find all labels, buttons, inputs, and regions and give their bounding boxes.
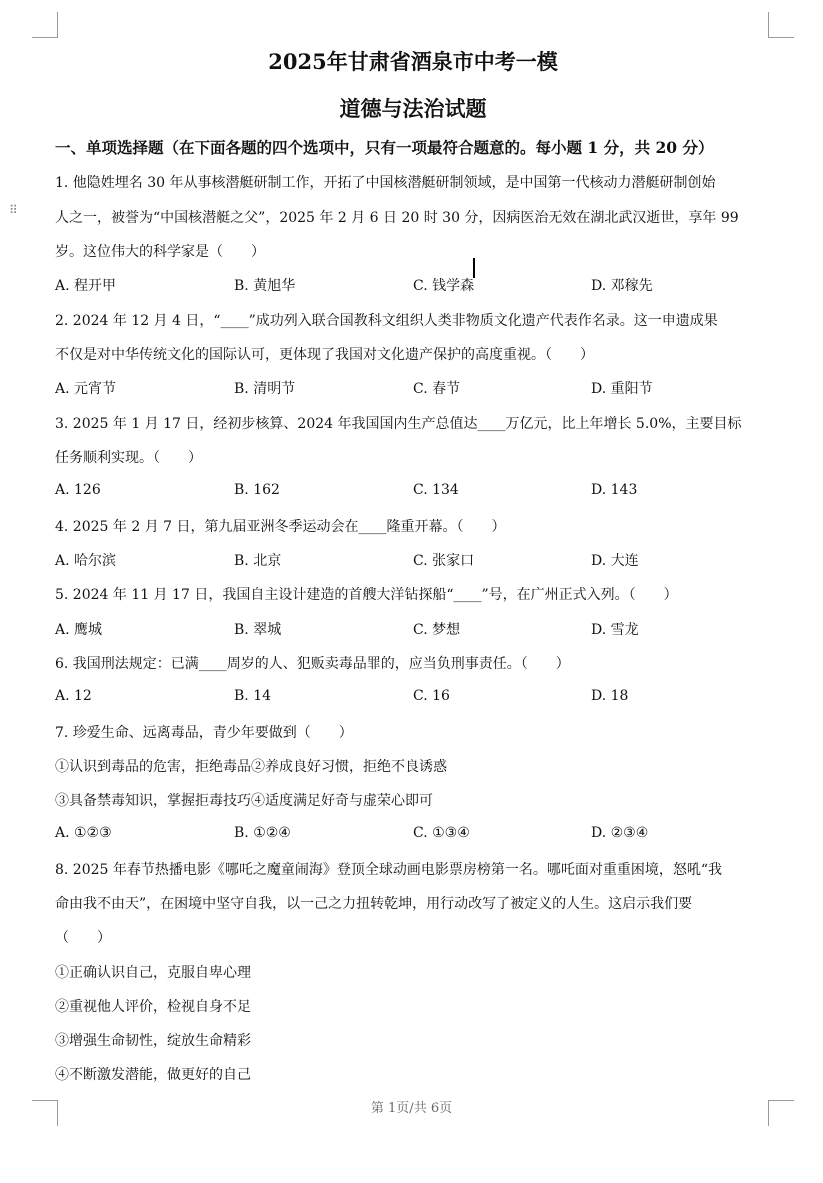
- question-7-line-3: ③具备禁毒知识，掌握拒毒技巧④适度满足好奇与虚荣心即可: [55, 793, 433, 809]
- question-1-option-a: A. 程开甲: [55, 278, 117, 294]
- question-7-option-b: B. ①②④: [234, 825, 291, 841]
- crop-mark-top-left: [32, 12, 58, 38]
- question-6-option-a: A. 12: [55, 688, 92, 704]
- question-7-line-2: ①认识到毒品的危害，拒绝毒品②养成良好习惯，拒绝不良诱惑: [55, 759, 447, 775]
- question-2-option-a: A. 元宵节: [55, 381, 117, 397]
- question-4-option-b: B. 北京: [234, 553, 282, 569]
- question-8-line-1: 8. 2025 年春节热播电影《哪吒之魔童闹海》登顶全球动画电影票房榜第一名。哪吒面对重重困境，怒吼“我: [55, 862, 723, 878]
- question-1-line-1: 1. 他隐姓埋名 30 年从事核潜艇研制工作，开拓了中国核潜艇研制领域，是中国第一代核动力潜艇研制创始: [55, 175, 716, 191]
- question-2-line-2: 不仅是对中华传统文化的国际认可，更体现了我国对文化遗产保护的高度重视。（ ）: [55, 347, 594, 363]
- question-8-line-2: 命由我不由天”，在困境中坚守自我，以一己之力扭转乾坤，用行动改写了被定义的人生。这启示我们要: [55, 896, 693, 912]
- question-2-option-b: B. 清明节: [234, 381, 296, 397]
- question-5-option-c: C. 梦想: [413, 622, 461, 638]
- question-1-option-b: B. 黄旭华: [234, 278, 296, 294]
- question-6-option-d: D. 18: [591, 688, 629, 704]
- question-1-line-2: 人之一，被誉为“中国核潜艇之父”，2025 年 2 月 6 日 20 时 30 分，因病医治无效在湖北武汉逝世，享年 99: [55, 210, 739, 226]
- question-6-option-b: B. 14: [234, 688, 272, 704]
- question-4-option-d: D. 大连: [591, 553, 639, 569]
- question-7-option-c: C. ①③④: [413, 825, 470, 841]
- question-5-option-b: B. 翠城: [234, 622, 282, 638]
- question-7-option-a: A. ①②③: [55, 825, 112, 841]
- question-3-option-c: C. 134: [413, 482, 459, 498]
- question-1-option-d: D. 邓稼先: [591, 278, 653, 294]
- question-6-line-1: 6. 我国刑法规定：已满____周岁的人、犯贩卖毒品罪的，应当负刑事责任。（ ）: [55, 656, 570, 672]
- question-3-option-a: A. 126: [55, 482, 101, 498]
- question-4-option-c: C. 张家口: [413, 553, 475, 569]
- question-2-line-1: 2. 2024 年 12 月 4 日，“____”成功列入联合国教科文组织人类非物质文化遗产代表作名录。这一申遗成果: [55, 313, 718, 329]
- question-3-line-2: 任务顺利实现。（ ）: [55, 450, 202, 466]
- question-2-option-c: C. 春节: [413, 381, 461, 397]
- question-8-line-7: ④不断激发潜能，做更好的自己: [55, 1067, 251, 1083]
- question-3-option-b: B. 162: [234, 482, 280, 498]
- question-8-line-3: （ ）: [55, 930, 111, 946]
- question-4-line-1: 4. 2025 年 2 月 7 日，第九届亚洲冬季运动会在____隆重开幕。（ ）: [55, 519, 506, 535]
- question-8-line-6: ③增强生命韧性，绽放生命精彩: [55, 1033, 251, 1049]
- question-4-option-a: A. 哈尔滨: [55, 553, 117, 569]
- question-5-line-1: 5. 2024 年 11 月 17 日，我国自主设计建造的首艘大洋钻探船“____”号，在广州正式入列。（ ）: [55, 587, 678, 603]
- question-7-line-1: 7. 珍爱生命、远离毒品，青少年要做到（ ）: [55, 725, 353, 741]
- question-3-option-d: D. 143: [591, 482, 638, 498]
- document-title: 2025年甘肃省酒泉市中考一模: [268, 49, 558, 74]
- question-2-option-d: D. 重阳节: [591, 381, 653, 397]
- question-5-option-a: A. 鹰城: [55, 622, 103, 638]
- page-footer: 第 1页/共 6页: [370, 1101, 453, 1116]
- question-6-option-c: C. 16: [413, 688, 450, 704]
- crop-mark-top-right: [768, 12, 794, 38]
- question-8-line-5: ②重视他人评价，检视自身不足: [55, 999, 251, 1015]
- question-5-option-d: D. 雪龙: [591, 622, 639, 638]
- section-heading: 一、单项选择题（在下面各题的四个选项中，只有一项最符合题意的。每小题 1 分，共 20 分）: [55, 138, 714, 157]
- question-1-option-c: C. 钱学森: [413, 278, 475, 294]
- document-subtitle: 道德与法治试题: [339, 96, 487, 121]
- question-1-line-3: 岁。这位伟大的科学家是（ ）: [55, 244, 265, 260]
- question-3-line-1: 3. 2025 年 1 月 17 日，经初步核算、2024 年我国国内生产总值达____万亿元，比上年增长 5.0%，主要目标: [55, 416, 742, 432]
- question-8-line-4: ①正确认识自己，克服自卑心理: [55, 965, 251, 981]
- question-7-option-d: D. ②③④: [591, 825, 649, 841]
- drag-handle-icon[interactable]: ⠿: [9, 203, 18, 217]
